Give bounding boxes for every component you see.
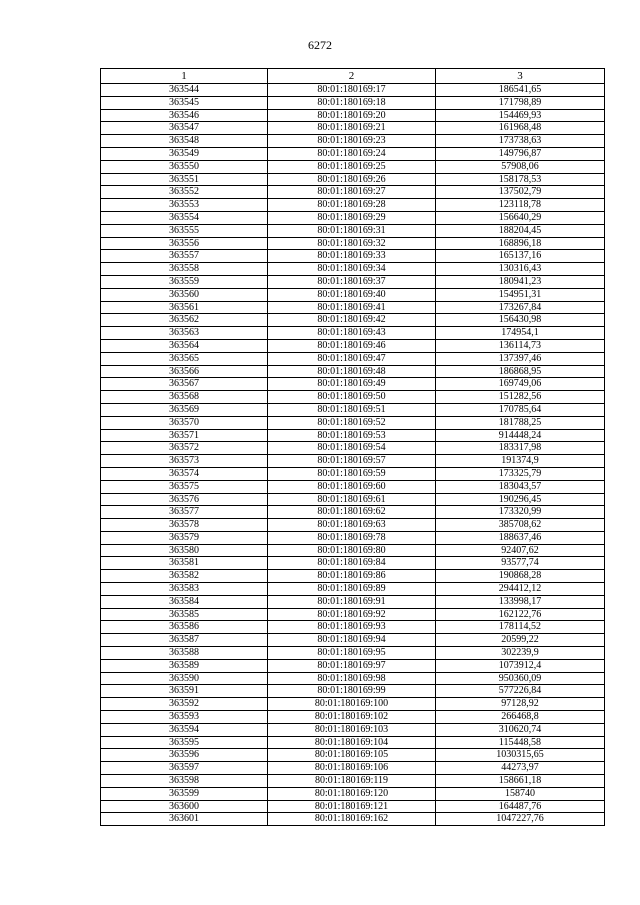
table-row — [101, 429, 605, 442]
cadastral-number-cell: 80:01:180169:40 — [268, 288, 436, 301]
cadastral-number-cell: 80:01:180169:80 — [268, 544, 436, 557]
value-cell: 174954,1 — [436, 327, 605, 340]
record-number-cell: 363552 — [101, 186, 268, 199]
cadastral-number-cell: 80:01:180169:102 — [268, 711, 436, 724]
record-number-cell: 363593 — [101, 711, 268, 724]
record-number-cell: 363595 — [101, 736, 268, 749]
cadastral-number-cell: 80:01:180169:104 — [268, 736, 436, 749]
table-row — [101, 186, 605, 199]
cadastral-number-cell: 80:01:180169:52 — [268, 416, 436, 429]
record-number-cell: 363597 — [101, 762, 268, 775]
table-row — [101, 301, 605, 314]
table-row — [101, 787, 605, 800]
table-row — [101, 608, 605, 621]
record-number-cell: 363586 — [101, 621, 268, 634]
value-cell: 151282,56 — [436, 391, 605, 404]
table-row — [101, 327, 605, 340]
record-number-cell: 363580 — [101, 544, 268, 557]
value-cell: 183317,98 — [436, 442, 605, 455]
cadastral-number-cell: 80:01:180169:37 — [268, 275, 436, 288]
record-number-cell: 363577 — [101, 506, 268, 519]
table-body — [101, 84, 605, 826]
value-cell: 310620,74 — [436, 723, 605, 736]
table-row — [101, 378, 605, 391]
value-cell: 577226,84 — [436, 685, 605, 698]
table-row — [101, 147, 605, 160]
cadastral-number-cell: 80:01:180169:29 — [268, 211, 436, 224]
table-row — [101, 647, 605, 660]
record-number-cell: 363551 — [101, 173, 268, 186]
cadastral-number-cell: 80:01:180169:63 — [268, 519, 436, 532]
table-row — [101, 480, 605, 493]
record-number-cell: 363578 — [101, 519, 268, 532]
value-cell: 266468,8 — [436, 711, 605, 724]
value-cell: 123118,78 — [436, 199, 605, 212]
table-row — [101, 531, 605, 544]
cadastral-number-cell: 80:01:180169:95 — [268, 647, 436, 660]
value-cell: 1030315,65 — [436, 749, 605, 762]
record-number-cell: 363590 — [101, 672, 268, 685]
cadastral-number-cell: 80:01:180169:49 — [268, 378, 436, 391]
cadastral-number-cell: 80:01:180169:17 — [268, 84, 436, 97]
cadastral-number-cell: 80:01:180169:78 — [268, 531, 436, 544]
value-cell: 20599,22 — [436, 634, 605, 647]
cadastral-number-cell: 80:01:180169:46 — [268, 339, 436, 352]
cadastral-number-cell: 80:01:180169:100 — [268, 698, 436, 711]
table-row — [101, 711, 605, 724]
record-number-cell: 363573 — [101, 455, 268, 468]
value-cell: 188204,45 — [436, 224, 605, 237]
record-number-cell: 363576 — [101, 493, 268, 506]
table-row — [101, 199, 605, 212]
cadastral-number-cell: 80:01:180169:162 — [268, 813, 436, 826]
value-cell: 158178,53 — [436, 173, 605, 186]
value-cell: 173267,84 — [436, 301, 605, 314]
record-number-cell: 363553 — [101, 199, 268, 212]
value-cell: 173738,63 — [436, 135, 605, 148]
record-number-cell: 363579 — [101, 531, 268, 544]
cadastral-number-cell: 80:01:180169:26 — [268, 173, 436, 186]
value-cell: 165137,16 — [436, 250, 605, 263]
value-cell: 149796,87 — [436, 147, 605, 160]
table-row — [101, 762, 605, 775]
record-number-cell: 363556 — [101, 237, 268, 250]
record-number-cell: 363575 — [101, 480, 268, 493]
table-row — [101, 135, 605, 148]
cadastral-number-cell: 80:01:180169:106 — [268, 762, 436, 775]
record-number-cell: 363582 — [101, 570, 268, 583]
record-number-cell: 363558 — [101, 263, 268, 276]
value-cell: 170785,64 — [436, 403, 605, 416]
cadastral-number-cell: 80:01:180169:27 — [268, 186, 436, 199]
value-cell: 154469,93 — [436, 109, 605, 122]
cadastral-number-cell: 80:01:180169:60 — [268, 480, 436, 493]
cadastral-number-cell: 80:01:180169:42 — [268, 314, 436, 327]
table-row — [101, 96, 605, 109]
value-cell: 137397,46 — [436, 352, 605, 365]
value-cell: 168896,18 — [436, 237, 605, 250]
value-cell: 97128,92 — [436, 698, 605, 711]
table-row — [101, 288, 605, 301]
record-number-cell: 363574 — [101, 467, 268, 480]
cadastral-number-cell: 80:01:180169:53 — [268, 429, 436, 442]
page-number: 6272 — [308, 38, 332, 52]
column-header-2: 2 — [268, 69, 436, 84]
value-cell: 92407,62 — [436, 544, 605, 557]
cadastral-number-cell: 80:01:180169:105 — [268, 749, 436, 762]
cadastral-number-cell: 80:01:180169:21 — [268, 122, 436, 135]
table-row — [101, 339, 605, 352]
record-number-cell: 363562 — [101, 314, 268, 327]
column-header-3: 3 — [436, 69, 605, 84]
cadastral-number-cell: 80:01:180169:84 — [268, 557, 436, 570]
table-row — [101, 775, 605, 788]
cadastral-number-cell: 80:01:180169:34 — [268, 263, 436, 276]
value-cell: 115448,58 — [436, 736, 605, 749]
cadastral-number-cell: 80:01:180169:57 — [268, 455, 436, 468]
value-cell: 188637,46 — [436, 531, 605, 544]
table-row — [101, 250, 605, 263]
record-number-cell: 363549 — [101, 147, 268, 160]
cadastral-number-cell: 80:01:180169:91 — [268, 595, 436, 608]
record-number-cell: 363581 — [101, 557, 268, 570]
value-cell: 156430,98 — [436, 314, 605, 327]
value-cell: 130316,43 — [436, 263, 605, 276]
cadastral-number-cell: 80:01:180169:62 — [268, 506, 436, 519]
table-header — [101, 69, 605, 84]
table-row — [101, 634, 605, 647]
table-row — [101, 365, 605, 378]
value-cell: 164487,76 — [436, 800, 605, 813]
cadastral-number-cell: 80:01:180169:24 — [268, 147, 436, 160]
table-row — [101, 109, 605, 122]
table-row — [101, 506, 605, 519]
table-row — [101, 813, 605, 826]
value-cell: 154951,31 — [436, 288, 605, 301]
value-cell: 161968,48 — [436, 122, 605, 135]
value-cell: 169749,06 — [436, 378, 605, 391]
cadastral-number-cell: 80:01:180169:41 — [268, 301, 436, 314]
record-number-cell: 363555 — [101, 224, 268, 237]
header-row — [101, 69, 605, 84]
value-cell: 178114,52 — [436, 621, 605, 634]
table-row — [101, 698, 605, 711]
record-number-cell: 363598 — [101, 775, 268, 788]
table-row — [101, 442, 605, 455]
value-cell: 173325,79 — [436, 467, 605, 480]
value-cell: 93577,74 — [436, 557, 605, 570]
table-row — [101, 736, 605, 749]
record-number-cell: 363585 — [101, 608, 268, 621]
cadastral-number-cell: 80:01:180169:33 — [268, 250, 436, 263]
record-number-cell: 363587 — [101, 634, 268, 647]
cadastral-number-cell: 80:01:180169:23 — [268, 135, 436, 148]
value-cell: 1047227,76 — [436, 813, 605, 826]
table-row — [101, 263, 605, 276]
cadastral-number-cell: 80:01:180169:94 — [268, 634, 436, 647]
value-cell: 44273,97 — [436, 762, 605, 775]
value-cell: 158740 — [436, 787, 605, 800]
table-row — [101, 173, 605, 186]
table-row — [101, 211, 605, 224]
cadastral-number-cell: 80:01:180169:43 — [268, 327, 436, 340]
value-cell: 950360,09 — [436, 672, 605, 685]
table-row — [101, 416, 605, 429]
record-number-cell: 363559 — [101, 275, 268, 288]
cadastral-number-cell: 80:01:180169:103 — [268, 723, 436, 736]
record-number-cell: 363596 — [101, 749, 268, 762]
cadastral-number-cell: 80:01:180169:25 — [268, 160, 436, 173]
record-number-cell: 363588 — [101, 647, 268, 660]
record-number-cell: 363592 — [101, 698, 268, 711]
table-row — [101, 723, 605, 736]
record-number-cell: 363561 — [101, 301, 268, 314]
record-number-cell: 363567 — [101, 378, 268, 391]
record-number-cell: 363563 — [101, 327, 268, 340]
table-row — [101, 672, 605, 685]
cadastral-number-cell: 80:01:180169:47 — [268, 352, 436, 365]
table-row — [101, 467, 605, 480]
cadastral-number-cell: 80:01:180169:18 — [268, 96, 436, 109]
value-cell: 914448,24 — [436, 429, 605, 442]
value-cell: 294412,12 — [436, 583, 605, 596]
record-number-cell: 363547 — [101, 122, 268, 135]
cadastral-number-cell: 80:01:180169:59 — [268, 467, 436, 480]
record-number-cell: 363566 — [101, 365, 268, 378]
table-row — [101, 800, 605, 813]
record-number-cell: 363560 — [101, 288, 268, 301]
table-row — [101, 391, 605, 404]
cadastral-number-cell: 80:01:180169:89 — [268, 583, 436, 596]
value-cell: 156640,29 — [436, 211, 605, 224]
table-row — [101, 685, 605, 698]
value-cell: 191374,9 — [436, 455, 605, 468]
record-number-cell: 363568 — [101, 391, 268, 404]
record-number-cell: 363565 — [101, 352, 268, 365]
value-cell: 186868,95 — [436, 365, 605, 378]
record-number-cell: 363544 — [101, 84, 268, 97]
column-header-1: 1 — [101, 69, 268, 84]
cadastral-number-cell: 80:01:180169:120 — [268, 787, 436, 800]
cadastral-number-cell: 80:01:180169:86 — [268, 570, 436, 583]
record-number-cell: 363569 — [101, 403, 268, 416]
value-cell: 173320,99 — [436, 506, 605, 519]
record-number-cell: 363584 — [101, 595, 268, 608]
table-row — [101, 352, 605, 365]
value-cell: 57908,06 — [436, 160, 605, 173]
cadastral-number-cell: 80:01:180169:54 — [268, 442, 436, 455]
record-number-cell: 363557 — [101, 250, 268, 263]
table-row — [101, 493, 605, 506]
value-cell: 302239,9 — [436, 647, 605, 660]
record-number-cell: 363550 — [101, 160, 268, 173]
record-number-cell: 363599 — [101, 787, 268, 800]
cadastral-number-cell: 80:01:180169:92 — [268, 608, 436, 621]
table-row — [101, 455, 605, 468]
data-table — [100, 68, 605, 826]
table-row — [101, 570, 605, 583]
value-cell: 385708,62 — [436, 519, 605, 532]
cadastral-number-cell: 80:01:180169:48 — [268, 365, 436, 378]
value-cell: 158661,18 — [436, 775, 605, 788]
record-number-cell: 363564 — [101, 339, 268, 352]
value-cell: 162122,76 — [436, 608, 605, 621]
table-row — [101, 224, 605, 237]
record-number-cell: 363554 — [101, 211, 268, 224]
cadastral-number-cell: 80:01:180169:28 — [268, 199, 436, 212]
record-number-cell: 363571 — [101, 429, 268, 442]
record-number-cell: 363545 — [101, 96, 268, 109]
table-row — [101, 595, 605, 608]
record-number-cell: 363601 — [101, 813, 268, 826]
cadastral-number-cell: 80:01:180169:20 — [268, 109, 436, 122]
cadastral-number-cell: 80:01:180169:97 — [268, 659, 436, 672]
value-cell: 133998,17 — [436, 595, 605, 608]
value-cell: 190296,45 — [436, 493, 605, 506]
table-row — [101, 84, 605, 97]
table-row — [101, 403, 605, 416]
table-row — [101, 659, 605, 672]
table-row — [101, 557, 605, 570]
cadastral-number-cell: 80:01:180169:93 — [268, 621, 436, 634]
cadastral-number-cell: 80:01:180169:99 — [268, 685, 436, 698]
record-number-cell: 363583 — [101, 583, 268, 596]
cadastral-number-cell: 80:01:180169:61 — [268, 493, 436, 506]
table-row — [101, 122, 605, 135]
cadastral-number-cell: 80:01:180169:50 — [268, 391, 436, 404]
cadastral-number-cell: 80:01:180169:121 — [268, 800, 436, 813]
value-cell: 136114,73 — [436, 339, 605, 352]
cadastral-number-cell: 80:01:180169:32 — [268, 237, 436, 250]
value-cell: 186541,65 — [436, 84, 605, 97]
record-number-cell: 363591 — [101, 685, 268, 698]
record-number-cell: 363570 — [101, 416, 268, 429]
value-cell: 183043,57 — [436, 480, 605, 493]
record-number-cell: 363572 — [101, 442, 268, 455]
value-cell: 180941,23 — [436, 275, 605, 288]
cadastral-number-cell: 80:01:180169:119 — [268, 775, 436, 788]
record-number-cell: 363594 — [101, 723, 268, 736]
table-row — [101, 621, 605, 634]
value-cell: 181788,25 — [436, 416, 605, 429]
value-cell: 171798,89 — [436, 96, 605, 109]
record-number-cell: 363589 — [101, 659, 268, 672]
table-row — [101, 519, 605, 532]
cadastral-number-cell: 80:01:180169:98 — [268, 672, 436, 685]
table-row — [101, 160, 605, 173]
table-row — [101, 275, 605, 288]
value-cell: 1073912,4 — [436, 659, 605, 672]
cadastral-number-cell: 80:01:180169:31 — [268, 224, 436, 237]
value-cell: 137502,79 — [436, 186, 605, 199]
table-row — [101, 237, 605, 250]
cadastral-number-cell: 80:01:180169:51 — [268, 403, 436, 416]
record-number-cell: 363546 — [101, 109, 268, 122]
table-row — [101, 314, 605, 327]
record-number-cell: 363600 — [101, 800, 268, 813]
value-cell: 190868,28 — [436, 570, 605, 583]
table-row — [101, 583, 605, 596]
table-row — [101, 544, 605, 557]
record-number-cell: 363548 — [101, 135, 268, 148]
table-row — [101, 749, 605, 762]
